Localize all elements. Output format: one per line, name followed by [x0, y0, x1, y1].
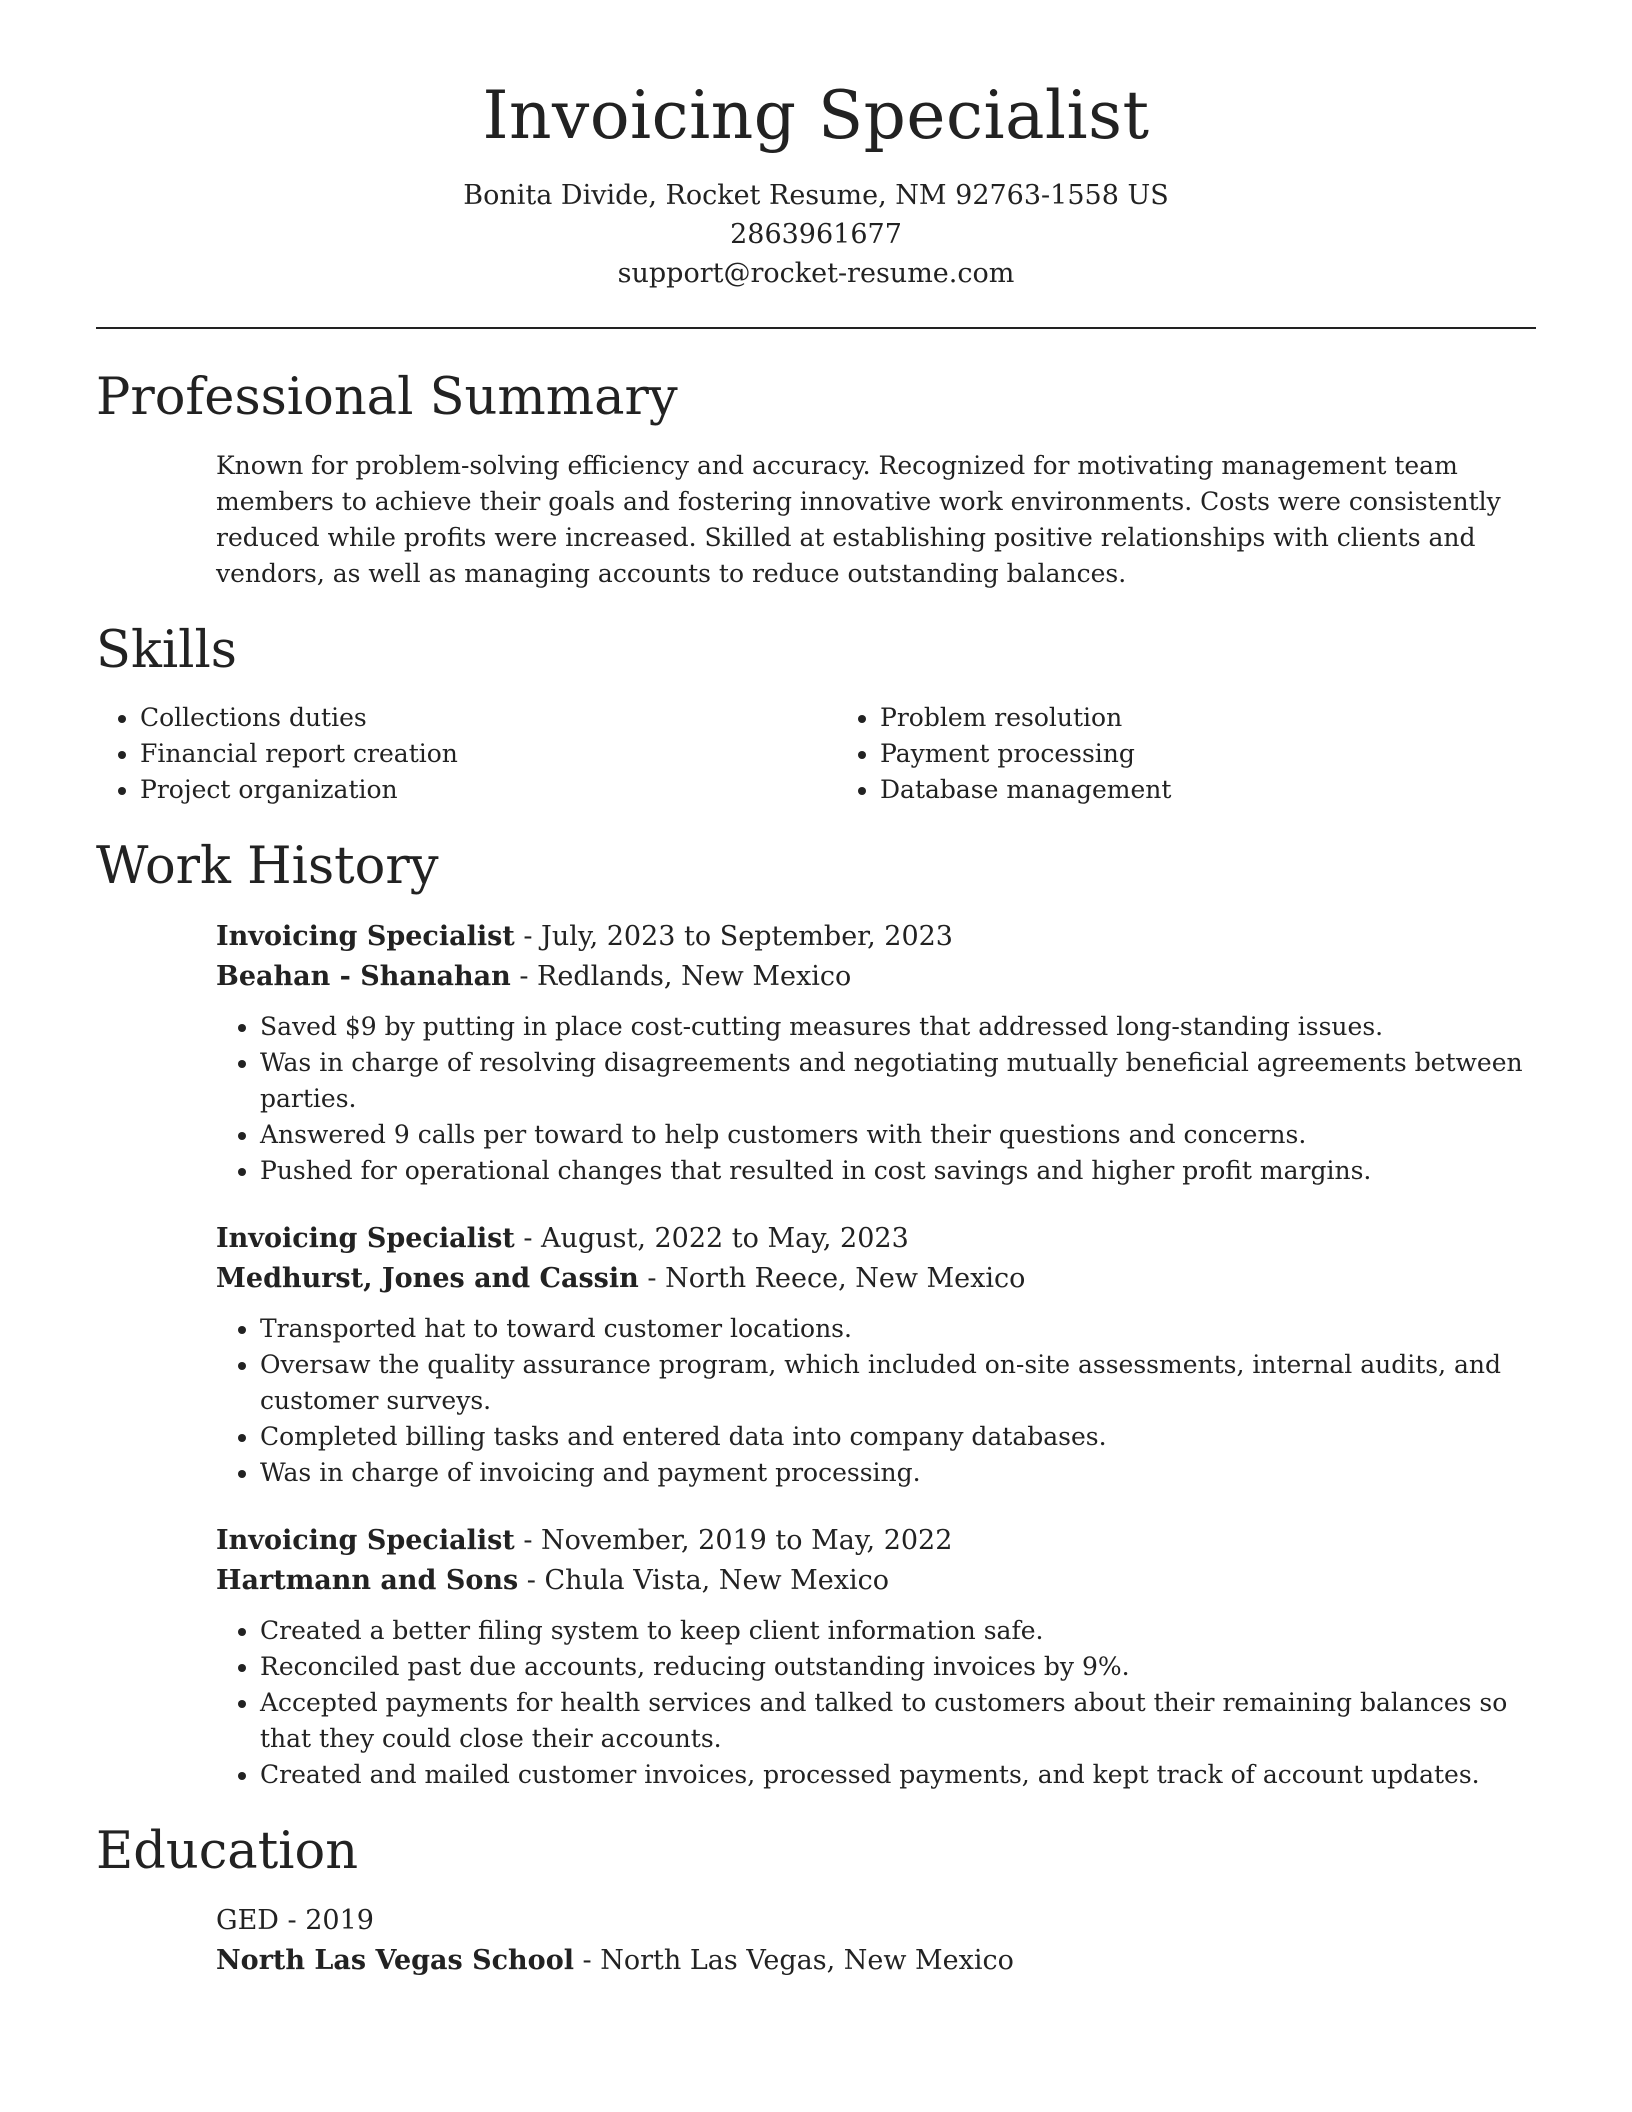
skill-item: • Payment processing [880, 736, 1536, 772]
job-dates: - July, 2023 to September, 2023 [514, 920, 953, 952]
section-title-education: Education [96, 1821, 359, 1881]
job-bullet: • Answered 9 calls per toward to help customers with their questions and concerns. [260, 1117, 1536, 1153]
job-entry [216, 1219, 1536, 1491]
section-title-work-history: Work History [96, 837, 439, 897]
job-company-line [216, 1561, 1536, 1601]
job-company-line [216, 957, 1536, 997]
job-bullets [216, 1613, 1536, 1793]
job-bullet: • Oversaw the quality assurance program, which included on-site assessments, internal audits, and customer surveys. [260, 1347, 1536, 1419]
job-bullets [216, 1311, 1536, 1491]
job-location: - Redlands, New Mexico [510, 960, 852, 992]
job-bullet: • Completed billing tasks and entered data into company databases. [260, 1419, 1536, 1455]
education-section [96, 1823, 1536, 1982]
education-school-line [216, 1941, 1536, 1981]
contact-address: Bonita Divide, Rocket Resume, NM 92763-1558 US [463, 179, 1169, 211]
resume-name: Invoicing Specialist [482, 77, 1150, 154]
job-bullets [216, 1009, 1536, 1189]
job-bullet: • Saved $9 by putting in place cost-cutting measures that addressed long-standing issues. [260, 1009, 1536, 1045]
job-bullet: • Accepted payments for health services and talked to customers about their remaining balances so that they could close their accounts. [260, 1685, 1536, 1757]
job-bullet: • Pushed for operational changes that resulted in cost savings and higher profit margins. [260, 1153, 1536, 1189]
section-title-skills: Skills [96, 620, 237, 680]
education-location: - North Las Vegas, New Mexico [573, 1945, 1014, 1977]
job-company-line [216, 1259, 1536, 1299]
job-title-line [216, 1521, 1536, 1561]
job-company: Medhurst, Jones and Cassin [216, 1262, 639, 1294]
job-location: - Chula Vista, New Mexico [518, 1564, 889, 1596]
job-company: Hartmann and Sons [216, 1564, 519, 1596]
contact-phone: 2863961677 [730, 218, 902, 250]
job-bullet: • Was in charge of invoicing and payment processing. [260, 1455, 1536, 1491]
skill-item: • Financial report creation [140, 736, 796, 772]
education-degree-line [216, 1901, 1536, 1941]
resume-header [96, 78, 1536, 293]
job-bullet: • Reconciled past due accounts, reducing outstanding invoices by 9%. [260, 1649, 1536, 1685]
job-title: Invoicing Specialist [216, 920, 515, 952]
skill-item: • Database management [880, 772, 1536, 808]
job-company: Beahan - Shanahan [216, 960, 511, 992]
job-bullet: • Transported hat to toward customer locations. [260, 1311, 1536, 1347]
skills-section [96, 622, 1536, 809]
skills-list-right [836, 700, 1536, 808]
skill-item: • Problem resolution [880, 700, 1536, 736]
job-title-line [216, 1219, 1536, 1259]
skill-item: • Project organization [140, 772, 796, 808]
section-title-summary: Professional Summary [96, 367, 678, 427]
job-location: - North Reece, New Mexico [638, 1262, 1026, 1294]
education-year: - 2019 [278, 1905, 374, 1937]
skills-list-left [96, 700, 796, 808]
job-entry [216, 1521, 1536, 1793]
job-bullet: • Created a better filing system to keep client information safe. [260, 1613, 1536, 1649]
summary-text: Known for problem-solving efficiency and accuracy. Recognized for motivating management team members to achieve their goals and fostering innovative work environments. Costs were consistently reduced while profits were increased. Skilled at establishing positive relationships with clients and vendors, as well as managing accounts to reduce outstanding balances. [216, 450, 1501, 588]
summary-section [96, 369, 1536, 592]
job-entry [216, 917, 1536, 1189]
job-bullet: • Was in charge of resolving disagreements and negotiating mutually beneficial agreements between parties. [260, 1045, 1536, 1117]
job-dates: - November, 2019 to May, 2022 [514, 1524, 953, 1556]
skill-item: • Collections duties [140, 700, 796, 736]
job-title: Invoicing Specialist [216, 1524, 515, 1556]
header-divider [96, 327, 1536, 329]
contact-email: support@rocket-resume.com [617, 257, 1015, 289]
job-title: Invoicing Specialist [216, 1222, 515, 1254]
job-dates: - August, 2022 to May, 2023 [514, 1222, 909, 1254]
job-bullet: • Created and mailed customer invoices, processed payments, and kept track of account updates. [260, 1757, 1536, 1793]
work-history-section [96, 838, 1536, 1793]
education-degree: GED [216, 1905, 279, 1937]
education-school: North Las Vegas School [216, 1945, 574, 1977]
job-title-line [216, 917, 1536, 957]
